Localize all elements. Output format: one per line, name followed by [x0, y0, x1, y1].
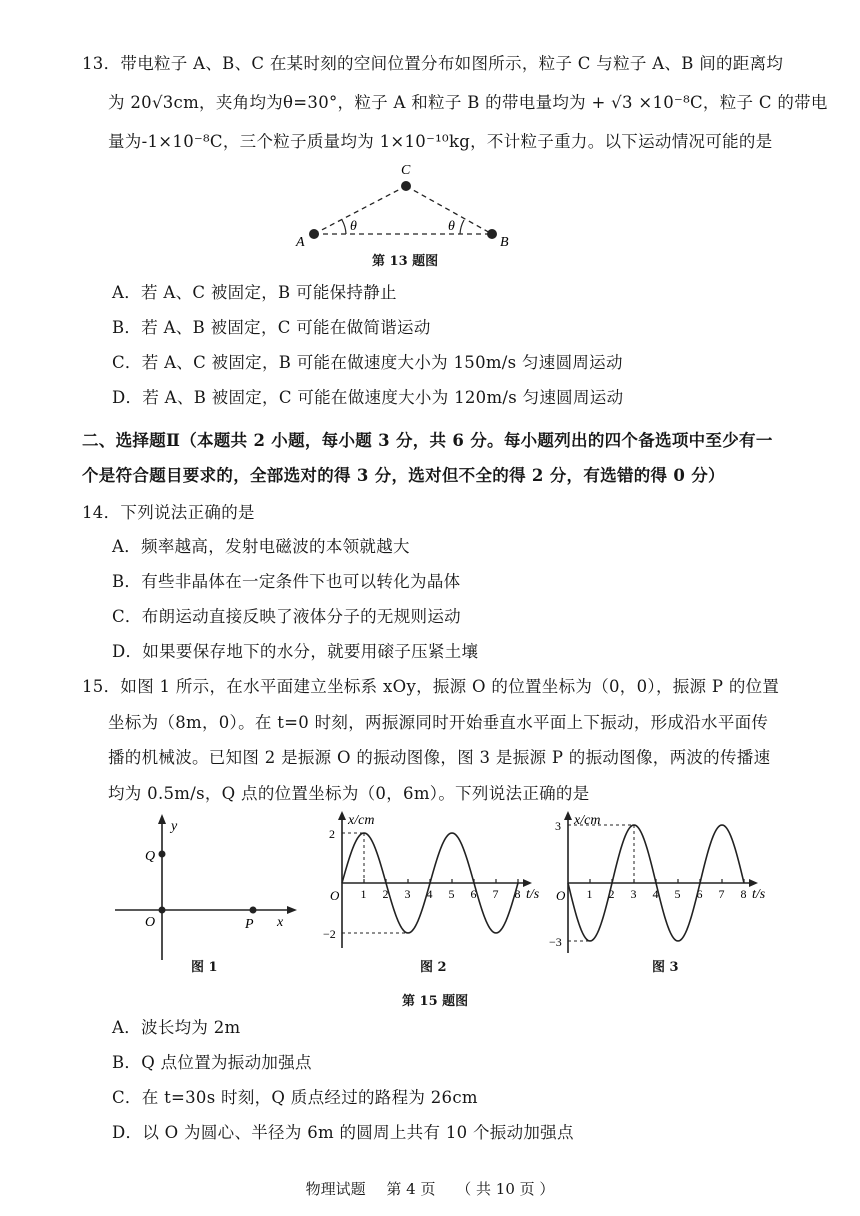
fig2-ymax-label: 2: [329, 827, 335, 841]
q13-figure-caption: 第 13 题图: [372, 254, 439, 269]
fig2-tick-label-6: 6: [470, 887, 477, 901]
fig2-tick-label-1: 1: [360, 887, 367, 901]
q15-line-3: 播的机械波。已知图 2 是振源 O 的振动图像，图 3 是振源 P 的振动图像，两波的传播速: [108, 748, 771, 767]
q15-option-b: B．Q 点位置为振动加强点: [112, 1053, 312, 1072]
fig1-caption: 图 1: [191, 960, 218, 975]
q15-option-a: A．波长均为 2m: [112, 1018, 241, 1037]
q15-line-4: 均为 0.5m/s，Q 点的位置坐标为（0，6m）。下列说法正确的是: [108, 784, 590, 803]
page-footer: [0, 1178, 860, 1199]
footer-page: 第 4 页: [386, 1180, 436, 1198]
fig2-ylabel: x/cm: [348, 813, 375, 828]
fig3-caption: 图 3: [652, 960, 679, 975]
fig3-tick-label-5: 5: [674, 887, 681, 901]
q15-option-c: C．在 t=30s 时刻，Q 质点经过的路程为 26cm: [112, 1088, 478, 1107]
fig3-tick-label-8: 8: [740, 887, 747, 901]
angle-label-a: θ: [350, 219, 357, 234]
fig1-q-label: Q: [145, 849, 156, 864]
fig3-tick-label-4: 4: [652, 887, 659, 901]
fig2-tick-label-8: 8: [514, 887, 521, 901]
fig3-tick-label-3: 3: [630, 887, 637, 901]
fig2-tick-label-4: 4: [426, 887, 433, 901]
fig2-caption: 图 2: [420, 960, 447, 975]
point-p: [250, 907, 257, 914]
fig3-tick-label-2: 2: [608, 887, 615, 901]
fig3-tick-label-1: 1: [586, 887, 593, 901]
fig2-tick-label-7: 7: [492, 887, 499, 901]
label-b: B: [500, 235, 509, 250]
fig3-origin: O: [556, 888, 566, 903]
point-o: [159, 907, 166, 914]
particle-a: [309, 229, 319, 239]
fig3-xlabel: t/s: [752, 887, 766, 902]
q14-stem: 14．下列说法正确的是: [82, 503, 255, 522]
q13-line-2: 为 20√3cm，夹角均为θ=30°，粒子 A 和粒子 B 的带电量均为 + √3 ×10⁻⁸C，粒子 C 的带电: [108, 93, 828, 112]
q13-option-b: B．若 A、B 被固定，C 可能在做简谐运动: [112, 318, 431, 337]
q15-line-1: 15．如图 1 所示，在水平面建立坐标系 xOy，振源 O 的位置坐标为（0，0），振源 P 的位置: [82, 677, 780, 696]
label-a: A: [296, 235, 305, 250]
fig3-ylabel: x/cm: [574, 813, 601, 828]
fig2-xlabel: t/s: [526, 887, 540, 902]
angle-label-b: θ: [448, 219, 455, 234]
fig3-ymin-label: −3: [549, 935, 562, 949]
fig2-tick-label-5: 5: [448, 887, 455, 901]
fig2-origin: O: [330, 888, 340, 903]
fig3-ymax-label: 3: [555, 819, 561, 833]
fig1-o-label: O: [145, 915, 156, 930]
q13-line-1: 13．带电粒子 A、B、C 在某时刻的空间位置分布如图所示，粒子 C 与粒子 A、B 间的距离均: [82, 54, 784, 73]
q15-line-2: 坐标为（8m，0）。在 t=0 时刻，两振源同时开始垂直水平面上下振动，形成沿水平面传: [108, 713, 769, 732]
q14-option-b: B．有些非晶体在一定条件下也可以转化为晶体: [112, 572, 461, 591]
q15-option-d: D．以 O 为圆心、半径为 6m 的圆周上共有 10 个振动加强点: [112, 1123, 574, 1142]
particle-c: [401, 181, 411, 191]
q14-option-a: A．频率越高，发射电磁波的本领就越大: [112, 537, 410, 556]
q13-option-a: A．若 A、C 被固定，B 可能保持静止: [112, 283, 397, 302]
q13-option-c: C．若 A、C 被固定，B 可能在做速度大小为 150m/s 匀速圆周运动: [112, 353, 623, 372]
q14-option-d: D．如果要保存地下的水分，就要用磙子压紧土壤: [112, 642, 479, 661]
q13-option-d: D．若 A、B 被固定，C 可能在做速度大小为 120m/s 匀速圆周运动: [112, 388, 624, 407]
label-c: C: [401, 163, 411, 178]
fig1-x-label: x: [277, 915, 284, 930]
fig2-ymin-label: −2: [323, 927, 336, 941]
fig2-tick-label-2: 2: [382, 887, 389, 901]
section2-heading-2: 个是符合题目要求的，全部选对的得 3 分，选对但不全的得 2 分，有选错的得 0 分）: [82, 466, 725, 485]
q15-figure-caption: 第 15 题图: [402, 994, 469, 1009]
q14-option-c: C．布朗运动直接反映了液体分子的无规则运动: [112, 607, 461, 626]
q13-line-3: 量为-1×10⁻⁸C，三个粒子质量均为 1×10⁻¹⁰kg，不计粒子重力。以下运动情况可能的是: [108, 132, 773, 151]
fig2-tick-label-3: 3: [404, 887, 411, 901]
q15-figure-3-chart: [546, 808, 786, 958]
point-q: [159, 851, 166, 858]
particle-b: [487, 229, 497, 239]
footer-total: （ 共 10 页 ）: [456, 1180, 555, 1198]
fig1-y-label: y: [171, 819, 178, 834]
fig3-tick-label-7: 7: [718, 887, 725, 901]
fig1-p-label: P: [245, 917, 254, 932]
fig3-tick-label-6: 6: [696, 887, 703, 901]
section2-heading-1: 二、选择题Ⅱ（本题共 2 小题，每小题 3 分，共 6 分。每小题列出的四个备选项中至少有一: [82, 431, 773, 450]
q15-figure-2-chart: [320, 808, 560, 958]
footer-subject: 物理试题: [305, 1180, 366, 1198]
